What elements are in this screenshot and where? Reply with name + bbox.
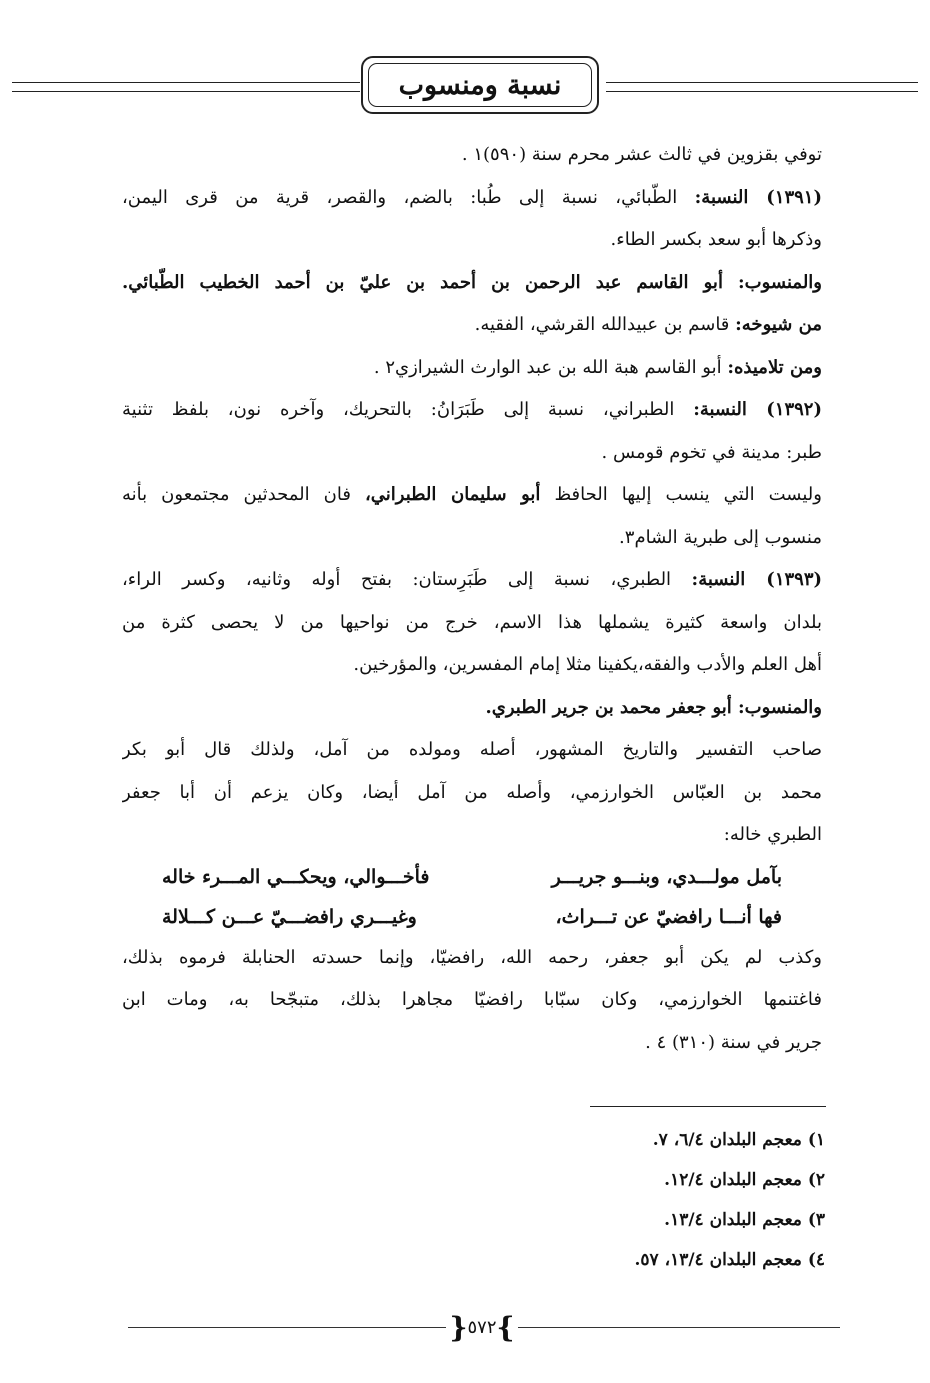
header-rule-left <box>12 82 360 92</box>
text-line: توفي بقزوين في ثالث عشر محرم سنة (٥٩٠)١ . <box>461 144 822 165</box>
entry-label: (١٣٩٣) النسبة: <box>691 569 822 590</box>
text-line: والمنسوب: أبو القاسم عبد الرحمن بن أحمد بن عليّ بن أحمد الخطيب الطّبائي. <box>122 271 822 293</box>
entry-text: قاسم بن عبيدالله القرشي، الفقيه. <box>474 314 736 335</box>
footnote: ١) معجم البلدان ٦/٤، ٧. <box>652 1130 825 1150</box>
text-line: طبر: مدينة في تخوم قومس . <box>601 441 822 463</box>
header-rule-right <box>606 82 918 92</box>
footnote: ٣) معجم البلدان ١٣/٤. <box>664 1210 825 1230</box>
entry-text: فان المحدثين مجتمعون بأنه <box>122 484 365 505</box>
entry-text: الطبراني، نسبة إلى طَبَرَانُ: بالتحريك، وآخره نون، بلفظ تثنية <box>122 399 694 420</box>
poem-hemistich: بآمل مولـــدي، وبنـــو جريـــر <box>551 865 782 888</box>
entry-label: (١٣٩١) النسبة: <box>694 186 822 208</box>
footnote: ٢) معجم البلدان ١٢/٤. <box>664 1170 825 1190</box>
text-line <box>122 559 822 602</box>
poem-hemistich: فها أنـــا رافضيّ عن تـــراث، <box>555 905 782 928</box>
text-line <box>122 177 822 220</box>
footnotes <box>500 1120 825 1280</box>
footer-rule-right <box>518 1327 840 1328</box>
poem-hemistich: فأخـــوالي، ويحكـــي المـــرء خاله <box>162 865 430 888</box>
text-line: وكذب لم يكن أبو جعفر، رحمه الله، رافضيّا، وإنما حسدته الحنابلة فرموه بذلك، <box>122 946 822 968</box>
entry-label: أبو سليمان الطبراني، <box>364 484 541 505</box>
poem-hemistich: وغيـــري رافضـــيّ عـــن كـــلالة <box>162 905 417 928</box>
text-line: وذكرها أبو سعد بكسر الطاء. <box>610 229 822 250</box>
page-title: نسبة ومنسوب <box>368 63 592 107</box>
page-number-value: ٥٧٢ <box>467 1316 497 1338</box>
entry-text: وليست التي ينسب إليها الحافظ <box>540 484 822 505</box>
text-line <box>122 347 822 390</box>
entry-label: من شيوخه: <box>735 314 822 335</box>
text-line: جرير في سنة (٣١٠) ٤ . <box>645 1031 822 1053</box>
text-line: فاغتنمها الخوارزمي، وكان سبّابا رافضيّا مجاهرا بذلك، متبجّحا به، ومات ابن <box>122 989 822 1010</box>
page-number <box>449 1310 515 1344</box>
footer-rule-left <box>128 1327 446 1328</box>
text-line: أهل العلم والأدب والفقه،يكفينا مثلا إمام المفسرين، والمؤرخين. <box>353 654 822 675</box>
entry-text: الطّبائي، نسبة إلى طُبا: بالضم، والقصر، قرية من قرى اليمن، <box>122 186 695 208</box>
footnote-divider <box>590 1106 826 1107</box>
brace-icon: { <box>449 1310 468 1344</box>
main-text <box>122 134 822 1064</box>
text-line: بلدان واسعة كثيرة يشملها هذا الاسم، خرج من نواحيها من لا يحصى كثرة من <box>122 611 822 633</box>
poem-verse-1 <box>122 857 822 897</box>
entry-text: أبو القاسم هبة الله بن عبد الوارث الشيرازي٢ . <box>373 356 728 378</box>
entry-label: ومن تلاميذه: <box>727 356 822 378</box>
text-line: الطبري خاله: <box>723 824 822 845</box>
text-line <box>122 304 822 347</box>
poem-verse-2 <box>122 897 822 937</box>
text-line: صاحب التفسير والتاريخ المشهور، أصله ومولده من آمل، ولذلك قال أبو بكر <box>122 739 822 760</box>
text-line: محمد بن العبّاس الخوارزمي، وأصله من آمل أيضا، وكان يزعم أن أبا جعفر <box>122 781 822 803</box>
text-line <box>122 389 822 432</box>
footnote: ٤) معجم البلدان ١٣/٤، ٥٧. <box>634 1250 825 1270</box>
entry-label: (١٣٩٢) النسبة: <box>693 399 822 420</box>
entry-text: الطبري، نسبة إلى طَبَرِستان: بفتح أوله وثانيه، وكسر الراء، <box>122 569 692 590</box>
text-line <box>122 474 822 517</box>
brace-icon: } <box>496 1310 515 1344</box>
text-line: منسوب إلى طبرية الشام٣. <box>619 526 822 548</box>
header-title-frame <box>361 56 599 114</box>
text-line: والمنسوب: أبو جعفر محمد بن جرير الطبري. <box>485 696 822 718</box>
